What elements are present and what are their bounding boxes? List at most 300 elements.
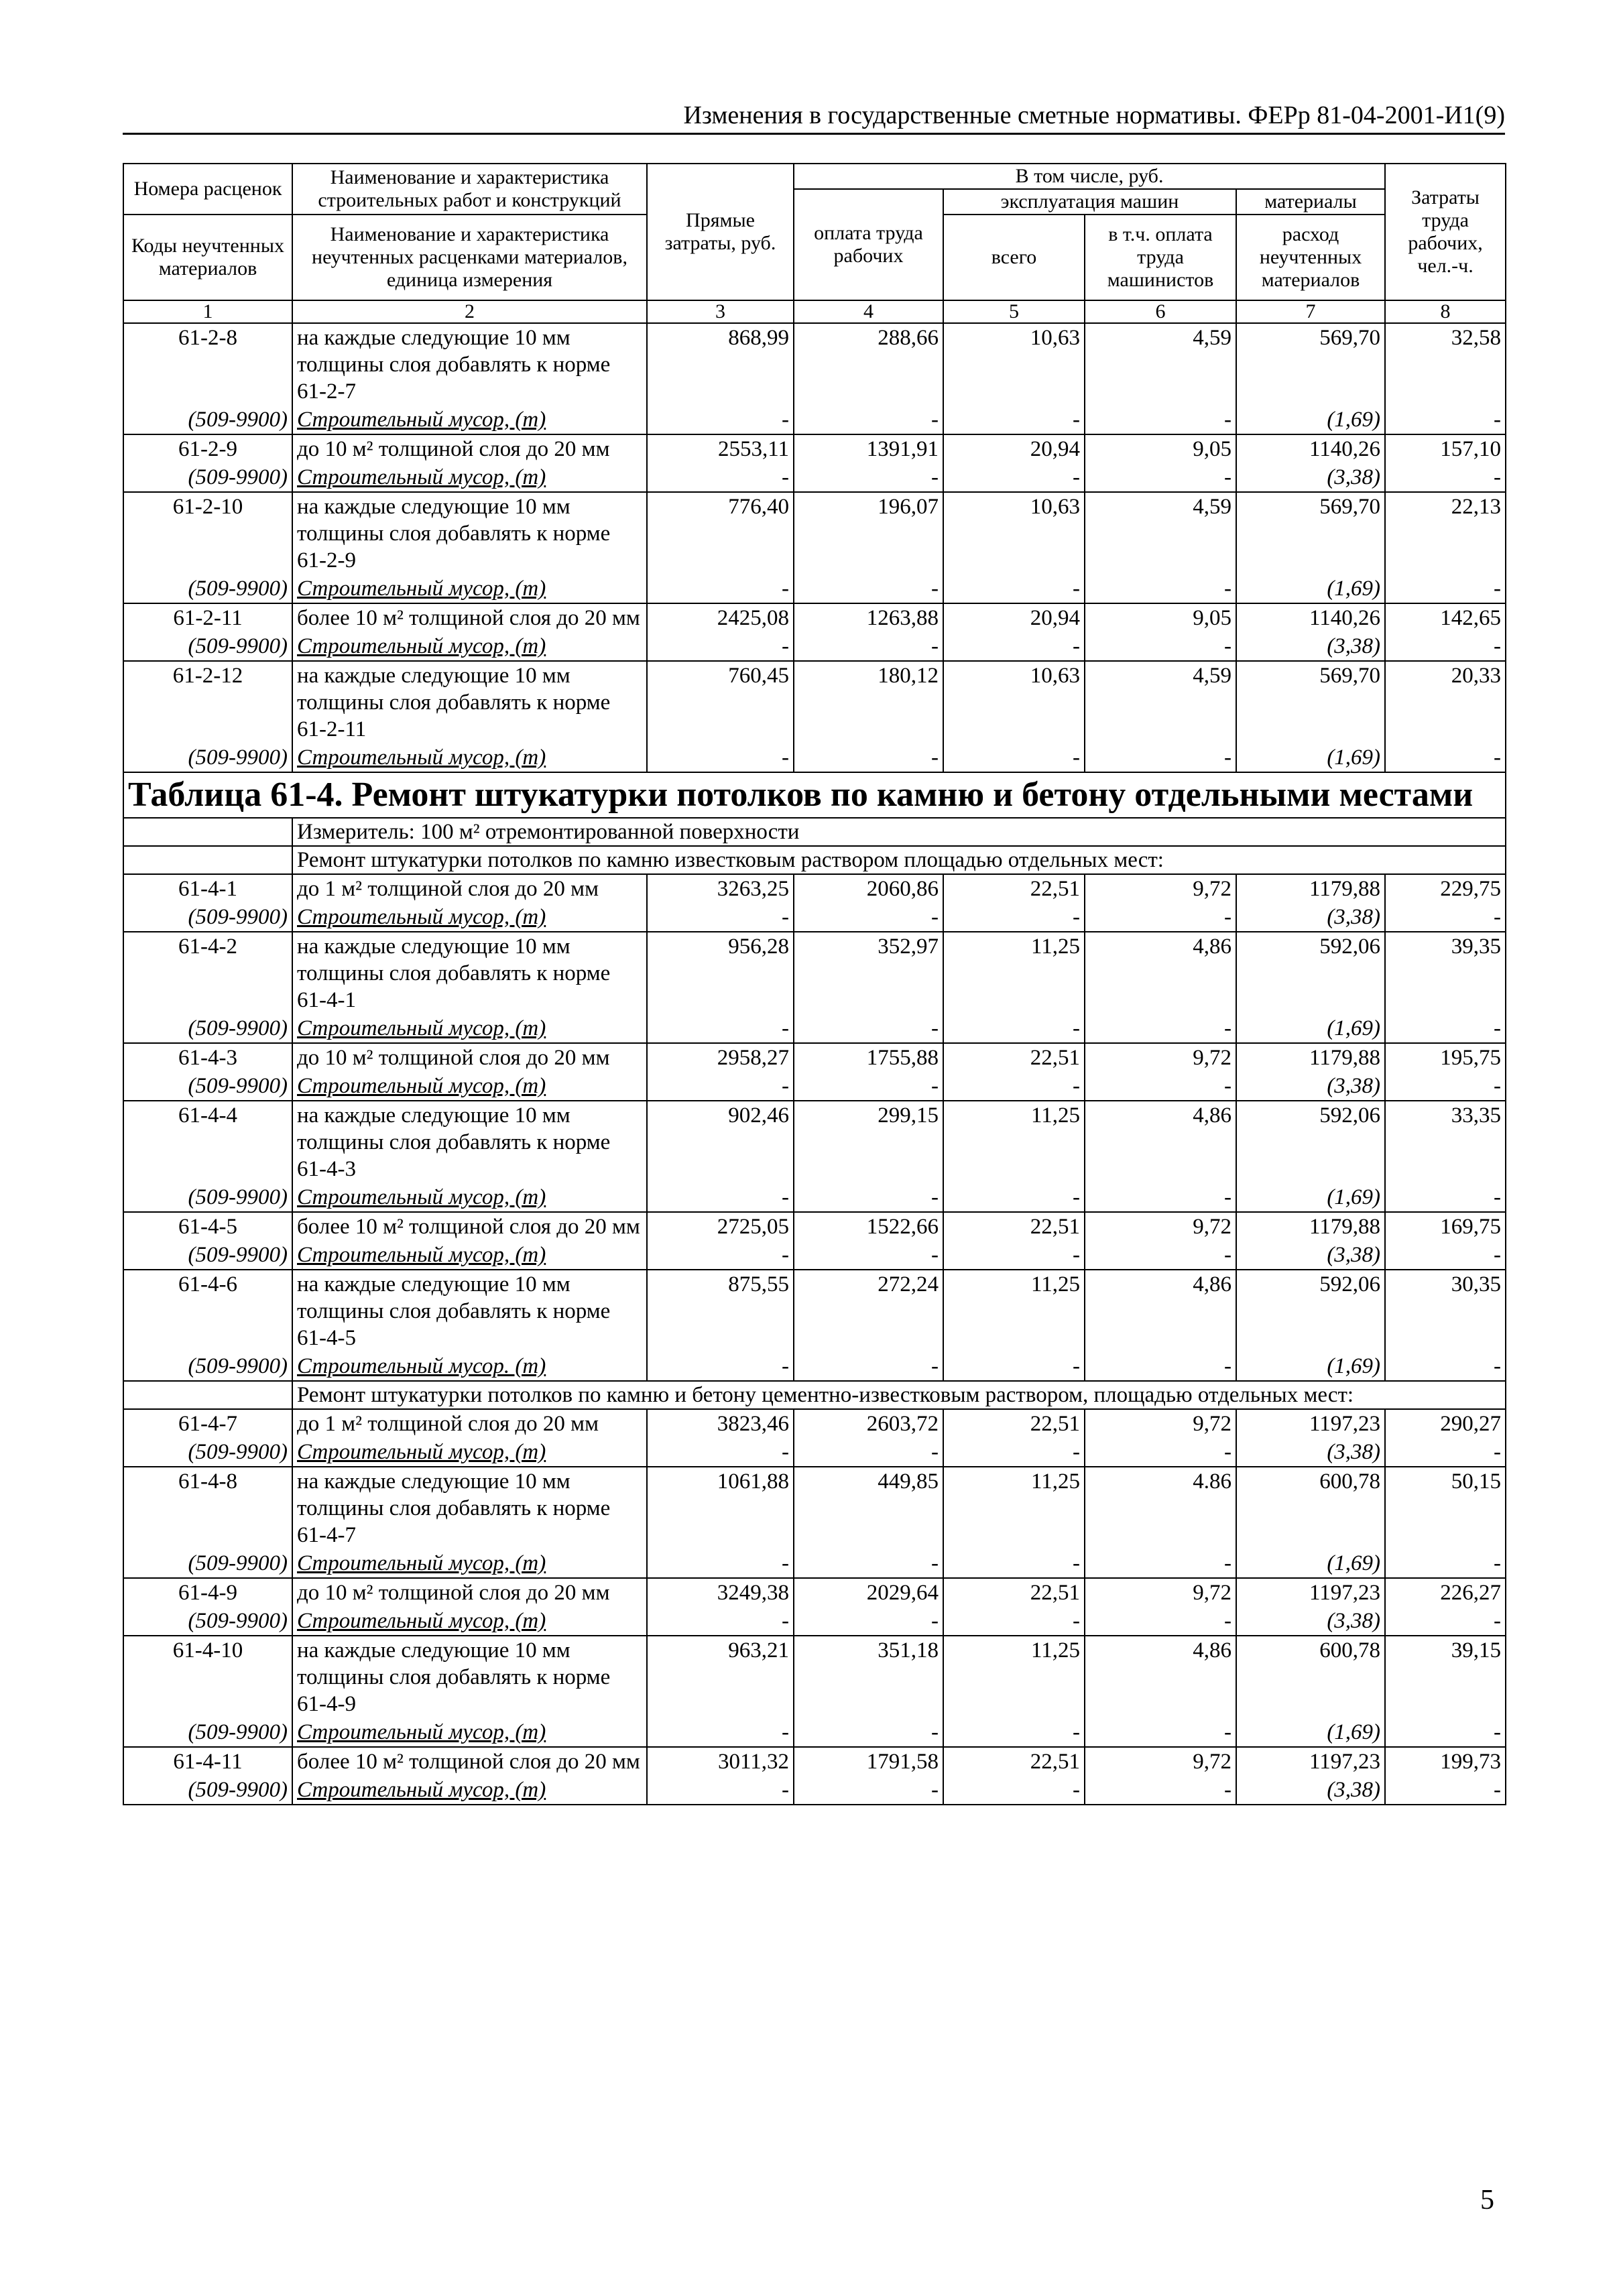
header-direct-costs: Прямые затраты, руб. bbox=[647, 164, 794, 300]
material-name: Строительный мусор, (т) bbox=[292, 1072, 647, 1101]
rate-code: 61-4-4 bbox=[123, 1101, 292, 1183]
direct-costs: 956,28 bbox=[647, 932, 794, 1014]
labor-hours-dash: - bbox=[1385, 1072, 1506, 1101]
operator-pay-dash: - bbox=[1085, 575, 1236, 603]
header-material-consumption: расход неучтенных материалов bbox=[1236, 215, 1385, 300]
material-name: Строительный мусор, (т) bbox=[292, 1607, 647, 1636]
labor-hours-dash: - bbox=[1385, 632, 1506, 661]
rate-description: на каждые следующие 10 мм толщины слоя добавлять к норме 61-4-1 bbox=[292, 932, 647, 1014]
direct-costs-dash: - bbox=[647, 463, 794, 492]
labor-hours: 39,35 bbox=[1385, 932, 1506, 1014]
direct-costs: 2958,27 bbox=[647, 1043, 794, 1072]
materials-cost: 600,78 bbox=[1236, 1636, 1385, 1718]
labor-pay: 1755,88 bbox=[794, 1043, 943, 1072]
materials-cost: 600,78 bbox=[1236, 1467, 1385, 1549]
labor-pay-dash: - bbox=[794, 903, 943, 932]
labor-hours: 290,27 bbox=[1385, 1409, 1506, 1438]
header-labor-hours: Затраты труда рабочих, чел.-ч. bbox=[1385, 164, 1506, 300]
material-row bbox=[123, 406, 1506, 434]
machines-total-dash: - bbox=[943, 903, 1085, 932]
machines-total: 22,51 bbox=[943, 1409, 1085, 1438]
material-row bbox=[123, 1607, 1506, 1636]
operator-pay-dash: - bbox=[1085, 1183, 1236, 1212]
section-heading: Ремонт штукатурки потолков по камню известковым раствором площадью отдельных мест: bbox=[292, 846, 1506, 874]
operator-pay: 9,72 bbox=[1085, 1409, 1236, 1438]
material-name: Строительный мусор, (т) bbox=[292, 1183, 647, 1212]
materials-cost: 592,06 bbox=[1236, 1101, 1385, 1183]
rate-description: более 10 м² толщиной слоя до 20 мм bbox=[292, 1747, 647, 1776]
column-number: 4 bbox=[794, 300, 943, 323]
material-quantity: (1,69) bbox=[1236, 1718, 1385, 1747]
labor-pay-dash: - bbox=[794, 632, 943, 661]
direct-costs-dash: - bbox=[647, 1352, 794, 1381]
rate-description: на каждые следующие 10 мм толщины слоя добавлять к норме 61-4-7 bbox=[292, 1467, 647, 1549]
labor-pay-dash: - bbox=[794, 1183, 943, 1212]
rate-description: до 1 м² толщиной слоя до 20 мм bbox=[292, 874, 647, 903]
material-quantity: (1,69) bbox=[1236, 743, 1385, 772]
direct-costs-dash: - bbox=[647, 1183, 794, 1212]
labor-pay-dash: - bbox=[794, 1776, 943, 1805]
labor-hours-dash: - bbox=[1385, 1438, 1506, 1467]
operator-pay: 9,05 bbox=[1085, 434, 1236, 463]
labor-hours: 142,65 bbox=[1385, 603, 1506, 632]
rate-code: 61-2-10 bbox=[123, 492, 292, 575]
direct-costs-dash: - bbox=[647, 406, 794, 434]
operator-pay-dash: - bbox=[1085, 743, 1236, 772]
operator-pay: 9,72 bbox=[1085, 1212, 1236, 1241]
labor-hours-dash: - bbox=[1385, 1352, 1506, 1381]
header-materials: материалы bbox=[1236, 189, 1385, 215]
material-row bbox=[123, 743, 1506, 772]
materials-cost: 592,06 bbox=[1236, 1270, 1385, 1352]
rate-description: более 10 м² толщиной слоя до 20 мм bbox=[292, 603, 647, 632]
table-61-4-title-block bbox=[123, 772, 1506, 874]
rate-code: 61-4-2 bbox=[123, 932, 292, 1014]
direct-costs-dash: - bbox=[647, 1241, 794, 1270]
rate-row bbox=[123, 603, 1506, 632]
rate-description: до 10 м² толщиной слоя до 20 мм bbox=[292, 1043, 647, 1072]
material-row bbox=[123, 903, 1506, 932]
rate-code: 61-4-3 bbox=[123, 1043, 292, 1072]
direct-costs: 2725,05 bbox=[647, 1212, 794, 1241]
machines-total: 20,94 bbox=[943, 434, 1085, 463]
machines-total-dash: - bbox=[943, 406, 1085, 434]
empty-cell bbox=[123, 846, 292, 874]
rate-row bbox=[123, 434, 1506, 463]
material-name: Строительный мусор, (т) bbox=[292, 1549, 647, 1578]
material-quantity: (3,38) bbox=[1236, 1241, 1385, 1270]
header-material-names: Наименование и характеристика неучтенных расценками материалов, единица измерения bbox=[292, 215, 647, 300]
material-row bbox=[123, 1241, 1506, 1270]
material-code: (509-9900) bbox=[123, 1438, 292, 1467]
labor-hours-dash: - bbox=[1385, 1549, 1506, 1578]
material-name: Строительный мусор, (т) bbox=[292, 1718, 647, 1747]
direct-costs-dash: - bbox=[647, 575, 794, 603]
column-number: 8 bbox=[1385, 300, 1506, 323]
materials-cost: 1197,23 bbox=[1236, 1578, 1385, 1607]
machines-total: 11,25 bbox=[943, 1636, 1085, 1718]
empty-cell bbox=[123, 1381, 292, 1409]
rate-row bbox=[123, 932, 1506, 1014]
machines-total-dash: - bbox=[943, 1352, 1085, 1381]
machines-total: 20,94 bbox=[943, 603, 1085, 632]
labor-pay: 2060,86 bbox=[794, 874, 943, 903]
column-number: 6 bbox=[1085, 300, 1236, 323]
material-name: Строительный мусор, (т) bbox=[292, 743, 647, 772]
direct-costs: 1061,88 bbox=[647, 1467, 794, 1549]
labor-hours-dash: - bbox=[1385, 1183, 1506, 1212]
direct-costs: 2425,08 bbox=[647, 603, 794, 632]
direct-costs: 963,21 bbox=[647, 1636, 794, 1718]
direct-costs: 2553,11 bbox=[647, 434, 794, 463]
machines-total-dash: - bbox=[943, 1072, 1085, 1101]
material-code: (509-9900) bbox=[123, 1352, 292, 1381]
machines-total: 22,51 bbox=[943, 1578, 1085, 1607]
labor-hours: 20,33 bbox=[1385, 661, 1506, 743]
materials-cost: 1179,88 bbox=[1236, 874, 1385, 903]
direct-costs-dash: - bbox=[647, 1072, 794, 1101]
machines-total-dash: - bbox=[943, 1183, 1085, 1212]
material-quantity: (3,38) bbox=[1236, 1072, 1385, 1101]
material-name: Строительный мусор, (т) bbox=[292, 1776, 647, 1805]
material-row bbox=[123, 632, 1506, 661]
labor-hours-dash: - bbox=[1385, 1014, 1506, 1043]
labor-pay: 288,66 bbox=[794, 323, 943, 406]
rate-description: на каждые следующие 10 мм толщины слоя добавлять к норме 61-4-9 bbox=[292, 1636, 647, 1718]
operator-pay-dash: - bbox=[1085, 632, 1236, 661]
material-row bbox=[123, 575, 1506, 603]
machines-total: 10,63 bbox=[943, 323, 1085, 406]
material-row bbox=[123, 1014, 1506, 1043]
material-code: (509-9900) bbox=[123, 1549, 292, 1578]
direct-costs: 3263,25 bbox=[647, 874, 794, 903]
material-code: (509-9900) bbox=[123, 1072, 292, 1101]
materials-cost: 1197,23 bbox=[1236, 1747, 1385, 1776]
labor-hours-dash: - bbox=[1385, 1776, 1506, 1805]
labor-pay: 196,07 bbox=[794, 492, 943, 575]
machines-total-dash: - bbox=[943, 1607, 1085, 1636]
direct-costs: 875,55 bbox=[647, 1270, 794, 1352]
column-number: 7 bbox=[1236, 300, 1385, 323]
labor-pay: 351,18 bbox=[794, 1636, 943, 1718]
material-row bbox=[123, 1183, 1506, 1212]
labor-pay-dash: - bbox=[794, 1352, 943, 1381]
material-code: (509-9900) bbox=[123, 1014, 292, 1043]
table-61-4-cement-rows bbox=[123, 1409, 1506, 1805]
rate-code: 61-2-11 bbox=[123, 603, 292, 632]
material-quantity: (3,38) bbox=[1236, 463, 1385, 492]
operator-pay: 9,72 bbox=[1085, 874, 1236, 903]
machines-total-dash: - bbox=[943, 463, 1085, 492]
header-material-codes: Коды неучтенных материалов bbox=[123, 215, 292, 300]
direct-costs: 902,46 bbox=[647, 1101, 794, 1183]
rate-row bbox=[123, 661, 1506, 743]
document-header bbox=[123, 101, 1505, 135]
material-quantity: (1,69) bbox=[1236, 1014, 1385, 1043]
labor-hours-dash: - bbox=[1385, 903, 1506, 932]
labor-hours: 226,27 bbox=[1385, 1578, 1506, 1607]
material-code: (509-9900) bbox=[123, 1607, 292, 1636]
labor-pay: 2603,72 bbox=[794, 1409, 943, 1438]
rate-description: более 10 м² толщиной слоя до 20 мм bbox=[292, 1212, 647, 1241]
material-code: (509-9900) bbox=[123, 406, 292, 434]
materials-cost: 592,06 bbox=[1236, 932, 1385, 1014]
labor-pay: 180,12 bbox=[794, 661, 943, 743]
direct-costs-dash: - bbox=[647, 1014, 794, 1043]
machines-total: 22,51 bbox=[943, 874, 1085, 903]
rate-code: 61-4-10 bbox=[123, 1636, 292, 1718]
material-quantity: (3,38) bbox=[1236, 1776, 1385, 1805]
machines-total-dash: - bbox=[943, 1776, 1085, 1805]
labor-pay-dash: - bbox=[794, 1607, 943, 1636]
rate-description: до 1 м² толщиной слоя до 20 мм bbox=[292, 1409, 647, 1438]
labor-pay: 352,97 bbox=[794, 932, 943, 1014]
section-heading: Ремонт штукатурки потолков по камню и бетону цементно-известковым раствором, площадью отдельных мест: bbox=[292, 1381, 1506, 1409]
direct-costs-dash: - bbox=[647, 1776, 794, 1805]
material-quantity: (1,69) bbox=[1236, 575, 1385, 603]
rate-row bbox=[123, 323, 1506, 406]
labor-pay-dash: - bbox=[794, 743, 943, 772]
operator-pay: 4,59 bbox=[1085, 661, 1236, 743]
material-quantity: (3,38) bbox=[1236, 1607, 1385, 1636]
table-title: Таблица 61-4. Ремонт штукатурки потолков по камню и бетону отдельными местами bbox=[123, 772, 1506, 818]
rate-row bbox=[123, 1212, 1506, 1241]
labor-hours: 229,75 bbox=[1385, 874, 1506, 903]
rate-row bbox=[123, 492, 1506, 575]
rates-table bbox=[123, 163, 1506, 1805]
labor-hours: 50,15 bbox=[1385, 1467, 1506, 1549]
operator-pay: 9,05 bbox=[1085, 603, 1236, 632]
operator-pay-dash: - bbox=[1085, 1014, 1236, 1043]
labor-pay-dash: - bbox=[794, 406, 943, 434]
material-code: (509-9900) bbox=[123, 1718, 292, 1747]
direct-costs: 3823,46 bbox=[647, 1409, 794, 1438]
material-code: (509-9900) bbox=[123, 743, 292, 772]
material-row bbox=[123, 1438, 1506, 1467]
labor-pay-dash: - bbox=[794, 1241, 943, 1270]
header-rate-numbers: Номера расценок bbox=[123, 164, 292, 215]
labor-pay: 449,85 bbox=[794, 1467, 943, 1549]
labor-hours: 32,58 bbox=[1385, 323, 1506, 406]
direct-costs-dash: - bbox=[647, 743, 794, 772]
labor-hours-dash: - bbox=[1385, 1718, 1506, 1747]
materials-cost: 569,70 bbox=[1236, 323, 1385, 406]
document-title: Изменения в государственные сметные нормативы. ФЕРр 81-04-2001-И1(9) bbox=[683, 101, 1505, 129]
machines-total: 22,51 bbox=[943, 1043, 1085, 1072]
material-row bbox=[123, 1352, 1506, 1381]
operator-pay: 9,72 bbox=[1085, 1747, 1236, 1776]
operator-pay: 4,86 bbox=[1085, 1101, 1236, 1183]
rate-description: на каждые следующие 10 мм толщины слоя добавлять к норме 61-2-9 bbox=[292, 492, 647, 575]
material-row bbox=[123, 1072, 1506, 1101]
machines-total: 10,63 bbox=[943, 661, 1085, 743]
labor-pay-dash: - bbox=[794, 1718, 943, 1747]
operator-pay-dash: - bbox=[1085, 1607, 1236, 1636]
operator-pay: 4,86 bbox=[1085, 1270, 1236, 1352]
machines-total-dash: - bbox=[943, 575, 1085, 603]
direct-costs: 760,45 bbox=[647, 661, 794, 743]
material-name: Строительный мусор, (т) bbox=[292, 463, 647, 492]
material-quantity: (1,69) bbox=[1236, 1183, 1385, 1212]
header-labor-pay: оплата труда рабочих bbox=[794, 189, 943, 300]
labor-hours-dash: - bbox=[1385, 1241, 1506, 1270]
operator-pay: 9,72 bbox=[1085, 1043, 1236, 1072]
machines-total: 22,51 bbox=[943, 1212, 1085, 1241]
rate-description: на каждые следующие 10 мм толщины слоя добавлять к норме 61-2-7 bbox=[292, 323, 647, 406]
direct-costs: 868,99 bbox=[647, 323, 794, 406]
labor-hours: 199,73 bbox=[1385, 1747, 1506, 1776]
rate-row bbox=[123, 1409, 1506, 1438]
rate-description: на каждые следующие 10 мм толщины слоя добавлять к норме 61-2-11 bbox=[292, 661, 647, 743]
labor-hours: 195,75 bbox=[1385, 1043, 1506, 1072]
machines-total-dash: - bbox=[943, 1241, 1085, 1270]
rate-code: 61-4-5 bbox=[123, 1212, 292, 1241]
material-code: (509-9900) bbox=[123, 1776, 292, 1805]
labor-pay: 1263,88 bbox=[794, 603, 943, 632]
labor-hours: 33,35 bbox=[1385, 1101, 1506, 1183]
header-machines: эксплуатация машин bbox=[943, 189, 1236, 215]
empty-cell bbox=[123, 818, 292, 846]
material-name: Строительный мусор, (т) bbox=[292, 1438, 647, 1467]
material-quantity: (3,38) bbox=[1236, 903, 1385, 932]
material-name: Строительный мусор, (т) bbox=[292, 1014, 647, 1043]
labor-hours: 39,15 bbox=[1385, 1636, 1506, 1718]
direct-costs: 776,40 bbox=[647, 492, 794, 575]
material-quantity: (1,69) bbox=[1236, 406, 1385, 434]
material-row bbox=[123, 1776, 1506, 1805]
rate-code: 61-4-9 bbox=[123, 1578, 292, 1607]
table-61-4-lime-rows bbox=[123, 874, 1506, 1381]
table-61-2-rows bbox=[123, 323, 1506, 772]
materials-cost: 1179,88 bbox=[1236, 1043, 1385, 1072]
rate-code: 61-4-11 bbox=[123, 1747, 292, 1776]
direct-costs-dash: - bbox=[647, 1438, 794, 1467]
direct-costs-dash: - bbox=[647, 1549, 794, 1578]
direct-costs: 3249,38 bbox=[647, 1578, 794, 1607]
labor-pay-dash: - bbox=[794, 1438, 943, 1467]
operator-pay-dash: - bbox=[1085, 406, 1236, 434]
labor-pay-dash: - bbox=[794, 1549, 943, 1578]
direct-costs-dash: - bbox=[647, 1718, 794, 1747]
labor-hours: 30,35 bbox=[1385, 1270, 1506, 1352]
machines-total-dash: - bbox=[943, 1718, 1085, 1747]
material-code: (509-9900) bbox=[123, 1241, 292, 1270]
operator-pay-dash: - bbox=[1085, 1352, 1236, 1381]
machines-total: 11,25 bbox=[943, 932, 1085, 1014]
labor-hours-dash: - bbox=[1385, 463, 1506, 492]
labor-pay: 299,15 bbox=[794, 1101, 943, 1183]
material-code: (509-9900) bbox=[123, 463, 292, 492]
rate-row bbox=[123, 1636, 1506, 1718]
labor-pay: 272,24 bbox=[794, 1270, 943, 1352]
machines-total-dash: - bbox=[943, 743, 1085, 772]
labor-hours: 157,10 bbox=[1385, 434, 1506, 463]
rate-description: до 10 м² толщиной слоя до 20 мм bbox=[292, 434, 647, 463]
column-number: 5 bbox=[943, 300, 1085, 323]
rate-description: на каждые следующие 10 мм толщины слоя добавлять к норме 61-4-5 bbox=[292, 1270, 647, 1352]
operator-pay-dash: - bbox=[1085, 463, 1236, 492]
machines-total: 11,25 bbox=[943, 1101, 1085, 1183]
materials-cost: 569,70 bbox=[1236, 492, 1385, 575]
rate-description: на каждые следующие 10 мм толщины слоя добавлять к норме 61-4-3 bbox=[292, 1101, 647, 1183]
column-number: 3 bbox=[647, 300, 794, 323]
material-code: (509-9900) bbox=[123, 1183, 292, 1212]
labor-hours: 22,13 bbox=[1385, 492, 1506, 575]
direct-costs-dash: - bbox=[647, 903, 794, 932]
labor-hours: 169,75 bbox=[1385, 1212, 1506, 1241]
operator-pay-dash: - bbox=[1085, 903, 1236, 932]
operator-pay: 4,86 bbox=[1085, 932, 1236, 1014]
machines-total: 11,25 bbox=[943, 1467, 1085, 1549]
machines-total-dash: - bbox=[943, 1549, 1085, 1578]
material-row bbox=[123, 1549, 1506, 1578]
operator-pay: 9,72 bbox=[1085, 1578, 1236, 1607]
materials-cost: 1179,88 bbox=[1236, 1212, 1385, 1241]
operator-pay: 4,59 bbox=[1085, 323, 1236, 406]
header-machines-total: всего bbox=[943, 215, 1085, 300]
rate-code: 61-4-7 bbox=[123, 1409, 292, 1438]
machines-total: 11,25 bbox=[943, 1270, 1085, 1352]
rate-code: 61-2-9 bbox=[123, 434, 292, 463]
material-row bbox=[123, 1718, 1506, 1747]
material-name: Строительный мусор, (т) bbox=[292, 575, 647, 603]
material-quantity: (3,38) bbox=[1236, 632, 1385, 661]
column-number: 1 bbox=[123, 300, 292, 323]
table-meter: Измеритель: 100 м² отремонтированной поверхности bbox=[292, 818, 1506, 846]
table-header bbox=[123, 164, 1506, 323]
operator-pay-dash: - bbox=[1085, 1241, 1236, 1270]
material-name: Строительный мусор, (т) bbox=[292, 632, 647, 661]
header-operator-pay: в т.ч. оплата труда машинистов bbox=[1085, 215, 1236, 300]
materials-cost: 1140,26 bbox=[1236, 434, 1385, 463]
machines-total-dash: - bbox=[943, 1438, 1085, 1467]
operator-pay: 4,86 bbox=[1085, 1636, 1236, 1718]
labor-hours-dash: - bbox=[1385, 1607, 1506, 1636]
materials-cost: 1197,23 bbox=[1236, 1409, 1385, 1438]
material-name: Строительный мусор, (т) bbox=[292, 406, 647, 434]
operator-pay: 4,59 bbox=[1085, 492, 1236, 575]
labor-pay: 1522,66 bbox=[794, 1212, 943, 1241]
header-in-total: В том числе, руб. bbox=[794, 164, 1385, 189]
rate-description: до 10 м² толщиной слоя до 20 мм bbox=[292, 1578, 647, 1607]
operator-pay: 4.86 bbox=[1085, 1467, 1236, 1549]
material-name: Строительный мусор, (т) bbox=[292, 903, 647, 932]
operator-pay-dash: - bbox=[1085, 1718, 1236, 1747]
material-code: (509-9900) bbox=[123, 575, 292, 603]
labor-hours-dash: - bbox=[1385, 743, 1506, 772]
machines-total-dash: - bbox=[943, 1014, 1085, 1043]
materials-cost: 569,70 bbox=[1236, 661, 1385, 743]
rate-code: 61-4-8 bbox=[123, 1467, 292, 1549]
column-numbers-row bbox=[123, 300, 1506, 323]
rate-row bbox=[123, 1467, 1506, 1549]
machines-total: 10,63 bbox=[943, 492, 1085, 575]
rate-code: 61-2-12 bbox=[123, 661, 292, 743]
labor-pay: 2029,64 bbox=[794, 1578, 943, 1607]
rate-row bbox=[123, 1747, 1506, 1776]
material-quantity: (1,69) bbox=[1236, 1549, 1385, 1578]
rate-row bbox=[123, 1101, 1506, 1183]
material-name: Строительный мусор. (т) bbox=[292, 1352, 647, 1381]
column-number: 2 bbox=[292, 300, 647, 323]
material-code: (509-9900) bbox=[123, 903, 292, 932]
labor-pay-dash: - bbox=[794, 575, 943, 603]
header-work-name: Наименование и характеристика строительных работ и конструкций bbox=[292, 164, 647, 215]
direct-costs-dash: - bbox=[647, 632, 794, 661]
material-quantity: (3,38) bbox=[1236, 1438, 1385, 1467]
machines-total: 22,51 bbox=[943, 1747, 1085, 1776]
rate-code: 61-4-1 bbox=[123, 874, 292, 903]
